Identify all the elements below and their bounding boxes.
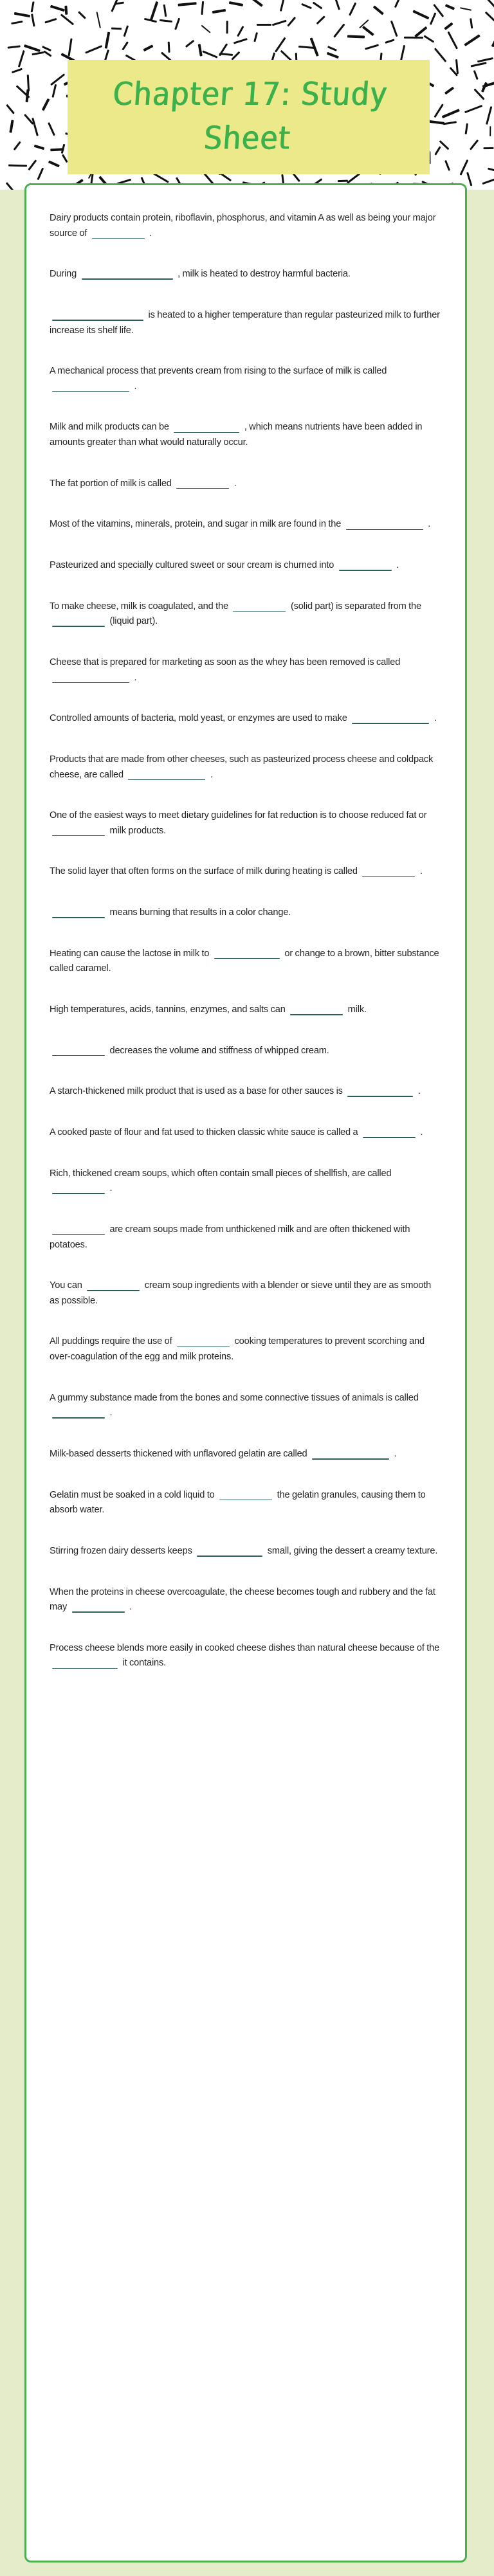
- confetti-dash: [105, 32, 110, 49]
- confetti-dash: [274, 37, 286, 53]
- confetti-dash: [237, 26, 244, 37]
- confetti-dash: [201, 25, 210, 33]
- confetti-dash: [114, 2, 124, 5]
- question-text: Dairy products contain protein, riboflavin, phosphorus, and vitamin A as well as being your major source of: [50, 213, 436, 239]
- answer-blank[interactable]: [336, 558, 394, 568]
- page-title: [107, 73, 390, 161]
- confetti-dash: [44, 19, 57, 24]
- question-text: Milk-based desserts thickened with unflavored gelatin are called: [50, 1448, 310, 1459]
- confetti-dash: [373, 5, 384, 15]
- confetti-dash: [10, 21, 23, 24]
- confetti-dash: [160, 19, 172, 23]
- answer-blank[interactable]: [84, 1278, 142, 1288]
- confetti-dash: [14, 141, 21, 150]
- answer-blank[interactable]: [50, 308, 146, 318]
- confetti-dash: [48, 122, 55, 136]
- question-q30: [50, 1641, 442, 1671]
- confetti-dash: [413, 10, 430, 19]
- confetti-dash: [484, 147, 494, 149]
- confetti-dash: [44, 50, 52, 57]
- confetti-dash: [28, 159, 37, 170]
- question-text: Milk and milk products can be: [50, 422, 172, 433]
- question-q14: [50, 864, 442, 880]
- question-text: milk products.: [107, 825, 167, 836]
- confetti-dash: [489, 126, 491, 136]
- question-text: .: [232, 478, 237, 489]
- confetti-dash: [400, 45, 405, 60]
- confetti-dash: [439, 140, 450, 150]
- question-text: You can: [50, 1280, 85, 1291]
- answer-blank[interactable]: [50, 905, 107, 915]
- confetti-dash: [31, 14, 35, 27]
- question-text: .: [417, 866, 423, 877]
- question-text: (liquid part).: [107, 616, 158, 627]
- confetti-dash: [482, 177, 494, 185]
- question-text: , milk is heated to destroy harmful bacteria.: [175, 269, 351, 280]
- question-q3: [50, 308, 442, 338]
- question-text: .: [432, 713, 437, 724]
- question-text: Pasteurized and specially cultured sweet or sour cream is churned into: [50, 560, 336, 571]
- confetti-dash: [488, 168, 494, 174]
- question-text: , which means nutrients have been added in amounts greater than what would naturally occur.: [50, 422, 423, 448]
- confetti-dash: [143, 44, 153, 51]
- question-text: A cooked paste of flour and fat used to thicken classic white sauce is called a: [50, 1127, 360, 1138]
- answer-blank[interactable]: [79, 267, 176, 277]
- confetti-dash: [233, 38, 247, 44]
- confetti-dash: [272, 19, 287, 26]
- answer-blank[interactable]: [50, 1222, 107, 1232]
- answer-blank[interactable]: [50, 1406, 107, 1415]
- answer-blank[interactable]: [288, 1002, 345, 1012]
- confetti-dash: [442, 109, 460, 119]
- confetti-dash: [14, 12, 30, 17]
- question-text: or change to a brown, bitter substance called caramel.: [50, 948, 439, 974]
- confetti-dash: [150, 1, 158, 20]
- confetti-dash: [466, 172, 472, 186]
- question-text: .: [208, 769, 213, 780]
- confetti-dash: [111, 0, 120, 12]
- confetti-dash: [30, 1, 34, 12]
- confetti-dash: [470, 19, 473, 29]
- confetti-dash: [465, 123, 468, 134]
- question-text: Rich, thickened cream soups, which often contain small pieces of shellfish, are called: [50, 1168, 392, 1179]
- confetti-dash: [430, 12, 437, 25]
- answer-blank[interactable]: [171, 420, 242, 430]
- confetti-dash: [232, 51, 241, 60]
- question-text: .: [127, 1602, 133, 1613]
- confetti-dash: [435, 146, 441, 155]
- question-text: the gelatin granules, causing them to absorb water.: [50, 1489, 426, 1516]
- answer-blank[interactable]: [89, 226, 147, 236]
- question-text: it contains.: [120, 1658, 167, 1669]
- question-text: Cheese that is prepared for marketing as soon as the whey has been removed is called: [50, 657, 401, 667]
- answer-blank[interactable]: [217, 1488, 275, 1498]
- confetti-dash: [444, 160, 450, 171]
- confetti-dash: [10, 120, 14, 134]
- answer-blank[interactable]: [309, 1447, 392, 1456]
- confetti-dash: [313, 2, 323, 10]
- confetti-dash: [404, 37, 423, 39]
- question-q5: [50, 420, 442, 450]
- confetti-dash: [444, 87, 454, 95]
- confetti-dash: [18, 50, 25, 67]
- question-text: A starch-thickened milk product that is used as a base for other sauces is: [50, 1086, 345, 1097]
- question-q23: [50, 1278, 442, 1309]
- question-text: (solid part) is separated from the: [288, 601, 421, 612]
- confetti-dash: [491, 31, 494, 48]
- question-q10: [50, 655, 442, 685]
- confetti-dash: [390, 20, 398, 36]
- confetti-dash: [257, 24, 271, 26]
- confetti-dash: [168, 41, 170, 53]
- answer-blank[interactable]: [50, 824, 107, 833]
- question-text: cream soup ingredients with a blender or sieve until they are as smooth as possible.: [50, 1280, 432, 1306]
- confetti-dash: [485, 12, 494, 25]
- question-q19: [50, 1084, 442, 1100]
- confetti-dash: [287, 16, 296, 26]
- confetti-dash: [365, 44, 379, 50]
- question-text: High temperatures, acids, tannins, enzymes, and salts can: [50, 1004, 288, 1015]
- confetti-dash: [78, 11, 86, 19]
- confetti-dash: [385, 39, 395, 44]
- question-text: .: [425, 519, 431, 530]
- confetti-dash: [6, 104, 15, 114]
- confetti-dash: [185, 41, 194, 48]
- confetti-dash: [65, 6, 68, 15]
- question-text: small, giving the dessert a creamy texture.: [265, 1545, 438, 1556]
- answer-blank[interactable]: [125, 768, 208, 777]
- question-q2: [50, 267, 442, 282]
- confetti-dash: [6, 182, 14, 190]
- question-q25: [50, 1391, 442, 1421]
- question-text: Heating can cause the lactose in milk to: [50, 948, 212, 959]
- confetti-dash: [349, 2, 356, 15]
- confetti-dash: [202, 50, 217, 58]
- question-text: Controlled amounts of bacteria, mold yeast, or enzymes are used to make: [50, 713, 350, 724]
- answer-blank[interactable]: [50, 1181, 107, 1191]
- question-q18: [50, 1044, 442, 1059]
- questions-list: [50, 211, 442, 1671]
- question-q26: [50, 1447, 442, 1462]
- question-text: means burning that results in a color change.: [107, 907, 291, 918]
- confetti-dash: [486, 106, 492, 124]
- confetti-dash: [464, 34, 481, 46]
- confetti-dash: [42, 46, 51, 51]
- confetti-dash: [37, 168, 44, 180]
- question-q11: [50, 711, 442, 727]
- answer-blank[interactable]: [50, 379, 132, 389]
- confetti-dash: [347, 35, 365, 38]
- confetti-dash: [174, 18, 180, 30]
- confetti-dash: [178, 3, 197, 6]
- question-text: cooking temperatures to prevent scorching and over-coagulation of the egg and milk proteins.: [50, 1336, 425, 1363]
- confetti-dash: [482, 82, 488, 93]
- confetti-dash: [362, 26, 374, 36]
- answer-blank[interactable]: [50, 1656, 120, 1665]
- confetti-dash: [34, 145, 44, 150]
- answer-blank[interactable]: [230, 599, 288, 609]
- confetti-dash: [394, 0, 399, 8]
- question-text: When the proteins in cheese overcoagulate, the cheese becomes tough and rubbery and the fat may: [50, 1586, 435, 1613]
- question-q24: [50, 1334, 442, 1365]
- answer-blank[interactable]: [69, 1600, 127, 1610]
- confetti-dash: [327, 46, 337, 51]
- answer-blank[interactable]: [360, 1125, 418, 1135]
- confetti-dash: [123, 26, 128, 37]
- confetti-dash: [219, 53, 233, 56]
- confetti-dash: [470, 140, 479, 150]
- confetti-dash: [42, 98, 50, 111]
- confetti-dash: [423, 35, 434, 42]
- confetti-dash: [7, 46, 20, 49]
- question-q6: [50, 476, 442, 492]
- confetti-dash: [253, 32, 258, 42]
- question-q20: [50, 1125, 442, 1141]
- question-text: To make cheese, milk is coagulated, and the: [50, 601, 231, 612]
- confetti-dash: [464, 105, 482, 113]
- question-text: One of the easiest ways to meet dietary guidelines for fat reduction is to choose reduced fat or: [50, 810, 427, 821]
- question-text: .: [392, 1448, 397, 1459]
- question-text: .: [132, 672, 137, 683]
- question-q15: [50, 905, 442, 921]
- question-text: Gelatin must be soaked in a cold liquid to: [50, 1489, 217, 1500]
- question-text: The fat portion of milk is called: [50, 478, 174, 489]
- confetti-dash: [327, 52, 339, 59]
- answer-blank[interactable]: [50, 1044, 107, 1053]
- question-text: Process cheese blends more easily in cooked cheese dishes than natural cheese because of the: [50, 1642, 440, 1653]
- question-text: .: [107, 1183, 113, 1194]
- question-text: is heated to a higher temperature than regular pasteurized milk to further increase its shelf life.: [50, 309, 440, 336]
- confetti-dash: [68, 38, 72, 56]
- answer-blank[interactable]: [360, 864, 417, 874]
- confetti-dash: [226, 21, 228, 33]
- question-text: Stirring frozen dairy desserts keeps: [50, 1545, 195, 1556]
- question-text: decreases the volume and stiffness of whipped cream.: [107, 1045, 329, 1056]
- question-text: During: [50, 269, 79, 280]
- question-text: .: [394, 560, 399, 571]
- confetti-dash: [32, 51, 44, 55]
- title-banner: [68, 60, 430, 174]
- confetti-dash: [444, 23, 453, 30]
- answer-blank[interactable]: [50, 614, 107, 624]
- confetti-dash: [163, 5, 167, 17]
- question-text: Most of the vitamins, minerals, protein, and sugar in milk are found in the: [50, 519, 343, 530]
- confetti-dash: [471, 62, 487, 67]
- confetti-dash: [96, 12, 101, 29]
- question-text: A mechanical process that prevents cream from rising to the surface of milk is called: [50, 366, 387, 377]
- question-q1: [50, 211, 442, 241]
- question-text: are cream soups made from unthickened milk and are often thickened with potatoes.: [50, 1224, 410, 1250]
- confetti-dash: [473, 70, 479, 80]
- confetti-dash: [85, 45, 102, 54]
- confetti-dash: [32, 118, 39, 136]
- question-q16: [50, 947, 442, 977]
- confetti-dash: [12, 68, 23, 73]
- question-text: .: [416, 1086, 421, 1097]
- answer-blank[interactable]: [212, 947, 282, 956]
- answer-blank[interactable]: [345, 1084, 416, 1094]
- question-text: .: [132, 381, 137, 392]
- confetti-dash: [334, 0, 340, 10]
- question-q9: [50, 599, 442, 630]
- confetti-dash: [61, 144, 65, 154]
- confetti-dash: [122, 41, 129, 50]
- question-text: .: [417, 1127, 423, 1138]
- confetti-dash: [460, 7, 471, 11]
- confetti-dash: [50, 5, 65, 11]
- answer-blank[interactable]: [174, 476, 232, 486]
- confetti-dash: [333, 23, 345, 38]
- confetti-dash: [111, 28, 122, 30]
- answer-blank[interactable]: [50, 671, 132, 680]
- question-text: milk.: [345, 1004, 367, 1015]
- confetti-dash: [455, 59, 459, 74]
- confetti-dash: [229, 1, 243, 6]
- confetti-dash: [316, 15, 325, 24]
- confetti-dash: [50, 73, 65, 86]
- confetti-dash: [24, 44, 41, 52]
- question-q8: [50, 558, 442, 574]
- confetti-dash: [8, 165, 27, 167]
- question-q17: [50, 1002, 442, 1018]
- question-text: All puddings require the use of: [50, 1336, 174, 1347]
- confetti-dash: [52, 84, 57, 98]
- confetti-dash: [443, 121, 457, 125]
- question-text: A gummy substance made from the bones and some connective tissues of animals is called: [50, 1392, 419, 1403]
- confetti-dash: [251, 0, 263, 6]
- confetti-dash: [280, 0, 286, 12]
- answer-blank[interactable]: [343, 517, 426, 527]
- answer-blank[interactable]: [349, 711, 432, 721]
- confetti-dash: [486, 0, 494, 13]
- confetti-dash: [60, 14, 75, 25]
- question-text: The solid layer that often forms on the surface of milk during heating is called: [50, 866, 360, 877]
- confetti-dash: [48, 160, 60, 167]
- confetti-dash: [198, 44, 203, 57]
- question-q22: [50, 1222, 442, 1253]
- question-q21: [50, 1166, 442, 1197]
- question-q27: [50, 1488, 442, 1518]
- question-q29: [50, 1585, 442, 1615]
- question-text: .: [147, 228, 152, 239]
- question-q4: [50, 364, 442, 394]
- question-q28: [50, 1544, 442, 1559]
- answer-blank[interactable]: [174, 1334, 232, 1344]
- question-q7: [50, 517, 442, 532]
- question-text: Products that are made from other cheeses, such as pasteurized process cheese and coldpack cheese, are called: [50, 754, 434, 780]
- question-q13: [50, 808, 442, 839]
- page-title-line-1: Chapter 17: Study: [111, 76, 389, 113]
- confetti-dash: [212, 9, 226, 14]
- confetti-dash: [448, 32, 458, 49]
- question-text: .: [107, 1408, 113, 1419]
- confetti-dash: [301, 3, 312, 10]
- page-title-line-2: Sheet: [202, 120, 292, 157]
- confetti-dash: [434, 48, 447, 62]
- worksheet-card: [24, 183, 467, 2562]
- confetti-dash: [201, 1, 205, 15]
- question-q12: [50, 752, 442, 783]
- answer-blank[interactable]: [194, 1544, 265, 1554]
- confetti-dash: [445, 4, 455, 10]
